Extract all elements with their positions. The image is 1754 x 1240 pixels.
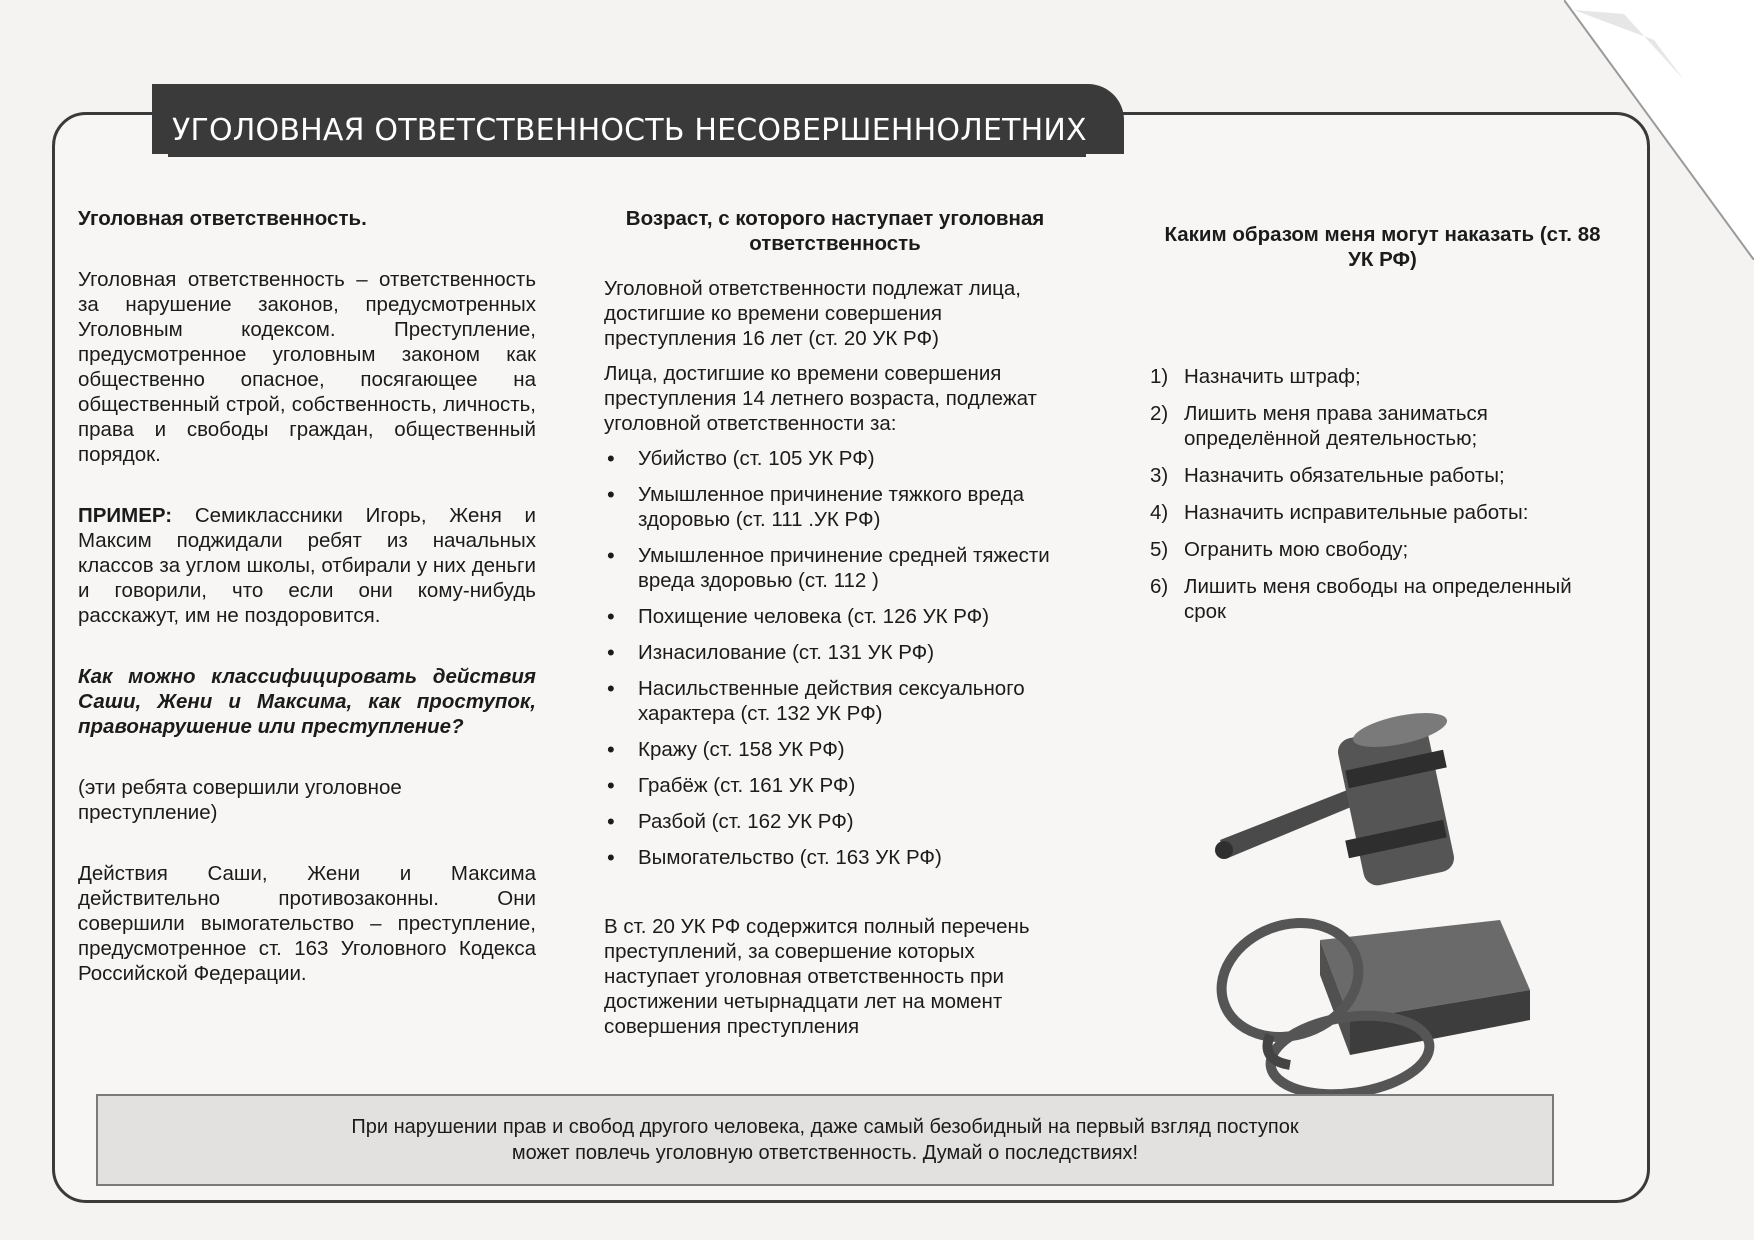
- example-label: ПРИМЕР:: [78, 504, 173, 527]
- title-banner: [152, 84, 1124, 154]
- article-20-note: В ст. 20 УК РФ содержится полный перечень преступлений, за совершение которых наступает уголовная ответственность при достижении четырнадцати лет на момент совершения преступления: [604, 915, 1030, 1038]
- list-item: • Кражу (ст. 158 УК РФ): [604, 737, 1066, 762]
- list-item: • Изнасилование (ст. 131 УК РФ): [604, 640, 1066, 665]
- conclusion-text: Действия Саши, Жени и Максима действительно противозаконны. Они совершили вымогательство – преступление, предусмотренное ст. 163 Уголовного Кодекса Российской Федерации.: [78, 862, 536, 985]
- list-item: • Убийство (ст. 105 УК РФ): [604, 446, 1066, 471]
- column-criminal-liability: [78, 206, 536, 986]
- column3-heading: Каким образом меня могут наказать (ст. 88 УК РФ): [1164, 223, 1601, 271]
- list-item: • Вымогательство (ст. 163 УК РФ): [604, 845, 1066, 870]
- list-item: 6) Лишить меня свободы на определенный срок: [1150, 575, 1572, 623]
- question-text: Как можно классифицировать действия Саши, Жени и Максима, как проступок, правонарушение или преступление?: [78, 665, 536, 738]
- example-text: Семиклассники Игорь, Женя и Максим поджидали ребят из начальных классов за углом школы, отбирали у них деньги и говорили, что если они кому-нибудь расскажут, им не поздоровится.: [78, 504, 536, 627]
- list-item: • Грабёж (ст. 161 УК РФ): [604, 773, 1066, 798]
- list-item: 1) Назначить штраф;: [1150, 365, 1361, 388]
- list-item: 2) Лишить меня права заниматься определённой деятельностью;: [1150, 402, 1488, 450]
- list-item: 5) Огранить мою свободу;: [1150, 538, 1409, 561]
- list-item: • Умышленное причинение средней тяжести вреда здоровью (ст. 112 ): [604, 543, 1066, 593]
- column2-heading: Возраст, с которого наступает уголовная ответственность: [625, 207, 1045, 255]
- answer-text: (эти ребята совершили уголовное преступление): [78, 776, 402, 824]
- footer-line-1: При нарушении прав и свобод другого человека, даже самый безобидный на первый взгляд поступок: [351, 1116, 1299, 1138]
- age-16-text: Уголовной ответственности подлежат лица, достигшие ко времени совершения преступления 16 лет (ст. 20 УК РФ): [604, 277, 1021, 350]
- column-punishments: [1150, 222, 1615, 636]
- crimes-list: [604, 446, 1066, 870]
- list-item: • Насильственные действия сексуального характера (ст. 132 УК РФ): [604, 676, 1066, 726]
- gavel-handcuffs-illustration: [1200, 690, 1610, 1100]
- definition-text: Уголовная ответственность – ответственность за нарушение законов, предусмотренных Уголовным кодексом. Преступление, предусмотренное уголовным законом как общественно опасное, посягающее на общественный строй, собственность, личность, права и свободы граждан, общественный порядок.: [78, 268, 536, 466]
- list-item: 4) Назначить исправительные работы:: [1150, 501, 1529, 524]
- gavel-icon: [1215, 706, 1457, 888]
- column1-heading: Уголовная ответственность.: [78, 207, 367, 230]
- punishments-list: [1150, 364, 1615, 624]
- page-title: УГОЛОВНАЯ ОТВЕТСТВЕННОСТЬ НЕСОВЕРШЕННОЛЕТНИХ: [172, 113, 1087, 148]
- age-14-text: Лица, достигшие ко времени совершения преступления 14 летнего возраста, подлежат уголовной ответственности за:: [604, 362, 1037, 435]
- example-paragraph: [78, 503, 536, 628]
- warning-footer: [96, 1094, 1554, 1186]
- column-age-of-liability: [604, 206, 1066, 1039]
- footer-line-2: может повлечь уголовную ответственность. Думай о последствиях!: [511, 1142, 1139, 1164]
- list-item: 3) Назначить обязательные работы;: [1150, 464, 1505, 487]
- list-item: • Похищение человека (ст. 126 УК РФ): [604, 604, 1066, 629]
- list-item: • Умышленное причинение тяжкого вреда здоровью (ст. 111 .УК РФ): [604, 482, 1066, 532]
- title-underline: [168, 153, 1086, 157]
- list-item: • Разбой (ст. 162 УК РФ): [604, 809, 1066, 834]
